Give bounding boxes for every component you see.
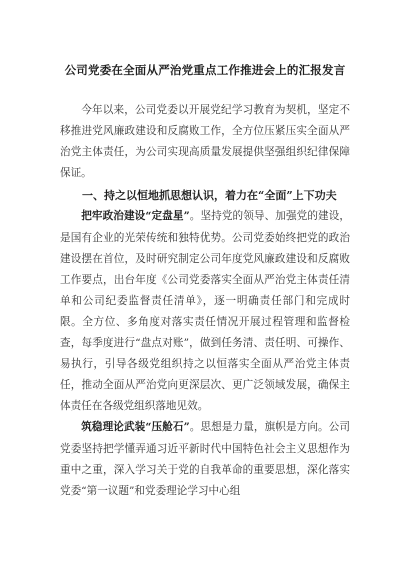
section-paragraph-political-building xyxy=(60,206,350,417)
document-title: 公司党委在全面从严治党重点工作推进会上的汇报发言 xyxy=(64,63,346,77)
paragraph-body-text: 。坚持党的领导、加强党的建设，是国有企业的光荣传统和独特优势。公司党委始终把党的政治建设摆在首位，及时研究制定公司年度党风廉政建设和反腐败工作要点，出台年度《公司党委落实全面从严治党主体责任清单和公司纪委监督责任清单》，逐一明确责任部门和完成时限。全方位、多角度对落实责任情况开展过程管理和监督检查，每季度进行“盘点对账”，做到任务清、责任明、可操作、易执行，引导各级党组织持之以恒落实全面从严治党主体责任，推动全面从严治党向更深层次、更广泛领域发展，确保主体责任在各级党组织落地见效。 xyxy=(60,210,351,413)
paragraph-lead-text: 把牢政治建设“定盘星” xyxy=(81,210,190,223)
section-heading: 一、持之以恒地抓思想认识，着力在“全面”上下功夫 xyxy=(82,189,337,203)
intro-paragraph: 今年以来，公司党委以开展党纪学习教育为契机，坚定不移推进党风廉政建设和反腐败工作，全方位压紧压实全面从严治党主体责任，为公司实现高质量发展提供坚强组织纪律保障保证。 xyxy=(60,104,350,180)
paragraph-body-text: 。思想是力量，旗帜是方向。公司党委坚持把学懂弄通习近平新时代中国特色社会主义思想作为重中之重，深入学习关于党的自我革命的重要思想，深化落实党委“第一议题”和党委理论学习中心组 xyxy=(60,421,351,497)
paragraph-lead-text: 筑稳理论武装“压舱石” xyxy=(81,421,190,434)
section-paragraph-theory-arming xyxy=(60,417,350,501)
